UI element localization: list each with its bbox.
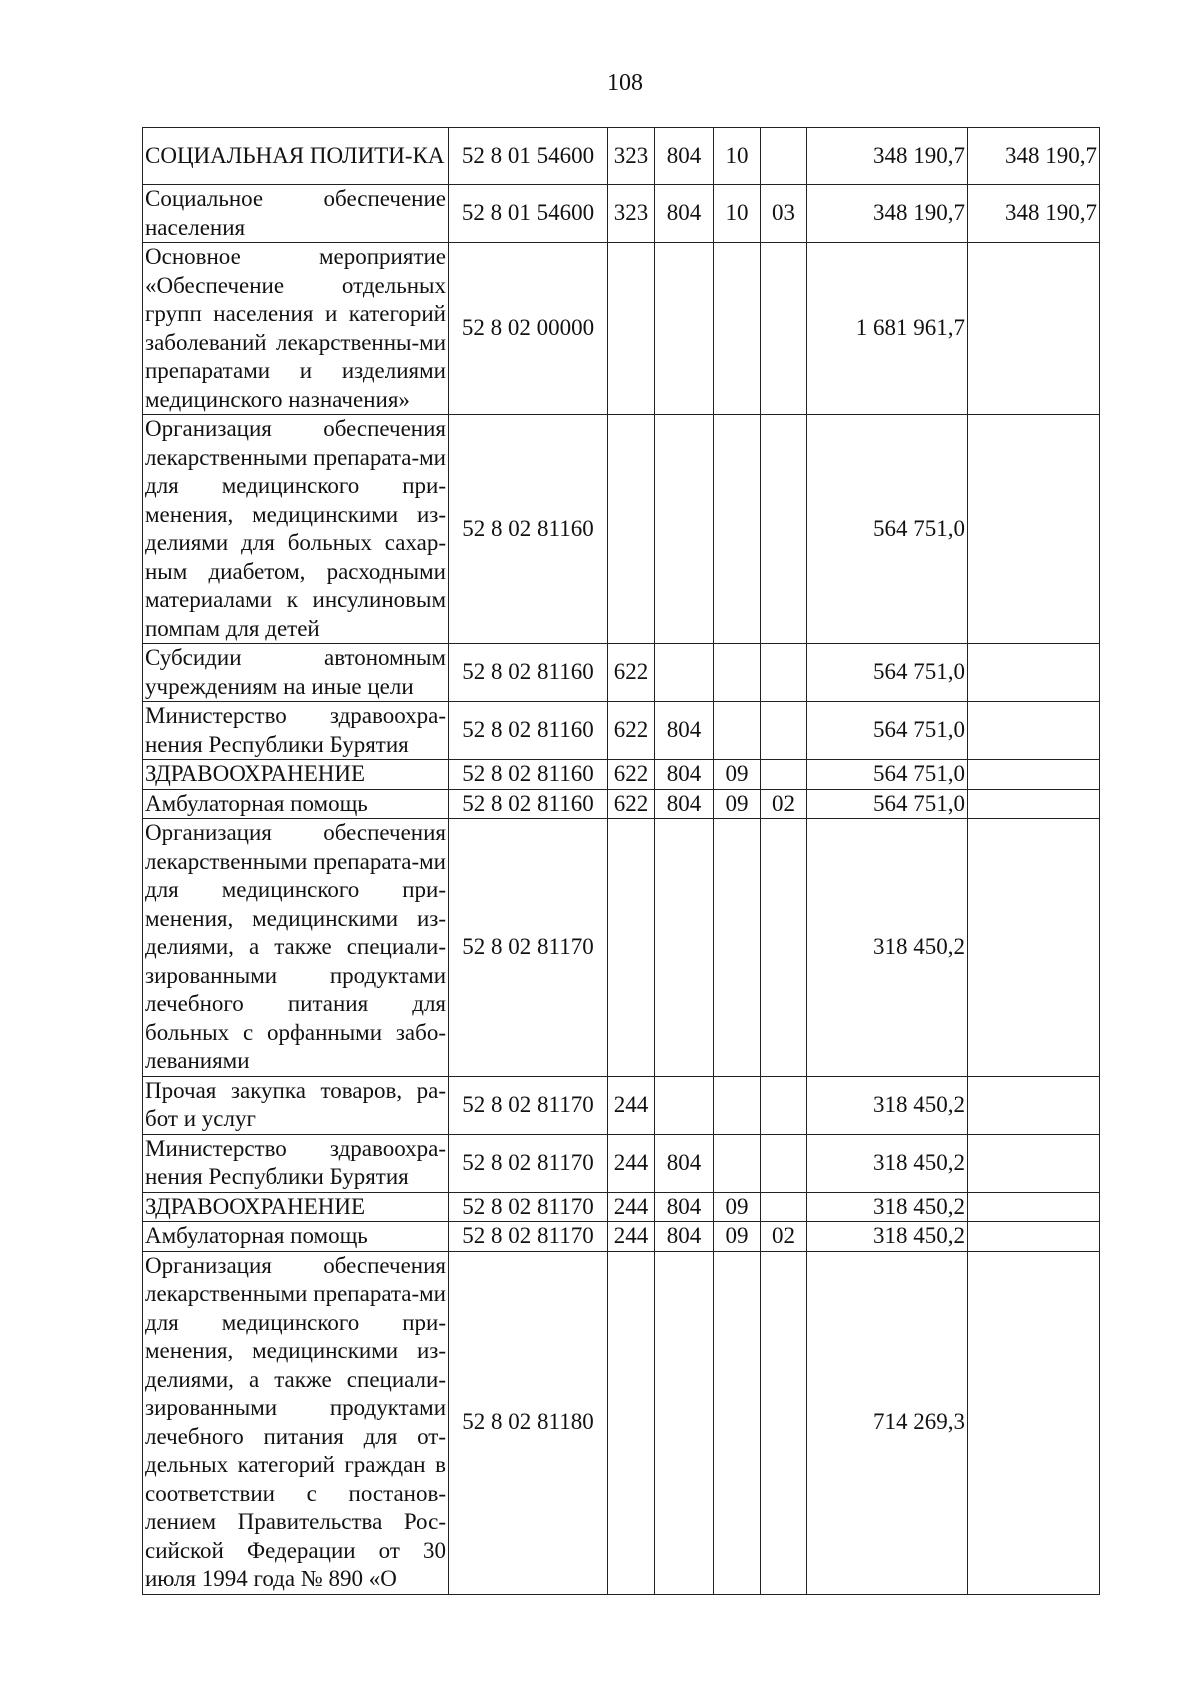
row-name: ЗДРАВООХРАНЕНИЕ [143, 1192, 449, 1222]
row-sum-1: 564 751,0 [807, 644, 968, 702]
row-sum-2: 348 190,7 [968, 185, 1100, 243]
table-row [143, 415, 1100, 644]
row-rz: 10 [714, 128, 761, 185]
row-sum-2 [968, 702, 1100, 760]
row-sum-2 [968, 243, 1100, 415]
table-row [143, 760, 1100, 790]
table-row [143, 1134, 1100, 1192]
row-sum-1: 714 269,3 [807, 1251, 968, 1594]
page-number: 108 [607, 70, 643, 96]
row-sum-2 [968, 1251, 1100, 1594]
row-pr [761, 415, 807, 644]
row-name: Субсидии автономным учреждениям на иные цели [143, 644, 449, 702]
row-grbs: 804 [655, 1134, 714, 1192]
row-code: 52 8 02 81170 [449, 1134, 608, 1192]
row-sum-1: 1 681 961,7 [807, 243, 968, 415]
row-sum-1: 318 450,2 [807, 1192, 968, 1222]
row-grbs: 804 [655, 128, 714, 185]
row-vr: 622 [608, 702, 655, 760]
row-code: 52 8 02 81160 [449, 789, 608, 819]
row-code: 52 8 02 81170 [449, 819, 608, 1077]
row-name: Прочая закупка товаров, ра-бот и услуг [143, 1076, 449, 1134]
row-grbs: 804 [655, 702, 714, 760]
table-row [143, 1076, 1100, 1134]
row-rz: 09 [714, 760, 761, 790]
row-rz: 10 [714, 185, 761, 243]
row-code: 52 8 02 81160 [449, 644, 608, 702]
row-pr [761, 243, 807, 415]
row-vr [608, 243, 655, 415]
table-row [143, 1222, 1100, 1252]
row-vr: 244 [608, 1134, 655, 1192]
row-name: Амбулаторная помощь [143, 1222, 449, 1252]
row-sum-1: 564 751,0 [807, 789, 968, 819]
row-name: Министерство здравоохра-нения Республики Бурятия [143, 1134, 449, 1192]
row-name: Организация обеспечения лекарственными препарата-ми для медицинского при-менения, медицинскими из-делиями для больных сахар-ным диабетом, расходными материалами к инсулиновым помпам для детей [143, 415, 449, 644]
row-pr: 03 [761, 185, 807, 243]
row-pr [761, 819, 807, 1077]
row-pr [761, 1076, 807, 1134]
row-sum-1: 564 751,0 [807, 415, 968, 644]
row-code: 52 8 02 81170 [449, 1192, 608, 1222]
row-rz [714, 415, 761, 644]
row-pr [761, 128, 807, 185]
row-name: СОЦИАЛЬНАЯ ПОЛИТИ-КА [143, 128, 449, 185]
row-sum-2 [968, 1192, 1100, 1222]
row-code: 52 8 02 81160 [449, 702, 608, 760]
row-pr: 02 [761, 1222, 807, 1252]
row-name: Организация обеспечения лекарственными препарата-ми для медицинского при-менения, медицинскими из-делиями, а также специали-зированными продуктами лечебного питания для больных с орфанными забо-леваниями [143, 819, 449, 1077]
row-grbs: 804 [655, 789, 714, 819]
row-vr: 622 [608, 644, 655, 702]
row-pr [761, 1134, 807, 1192]
table-row [143, 702, 1100, 760]
row-sum-2 [968, 1134, 1100, 1192]
row-pr [761, 702, 807, 760]
row-sum-1: 318 450,2 [807, 1134, 968, 1192]
row-name: Министерство здравоохра-нения Республики Бурятия [143, 702, 449, 760]
row-sum-1: 318 450,2 [807, 1076, 968, 1134]
row-sum-2 [968, 1222, 1100, 1252]
row-pr [761, 644, 807, 702]
row-grbs: 804 [655, 760, 714, 790]
row-sum-1: 348 190,7 [807, 185, 968, 243]
row-vr [608, 415, 655, 644]
row-code: 52 8 02 81180 [449, 1251, 608, 1594]
row-sum-1: 564 751,0 [807, 760, 968, 790]
row-rz [714, 243, 761, 415]
row-grbs: 804 [655, 1192, 714, 1222]
row-grbs [655, 644, 714, 702]
row-code: 52 8 01 54600 [449, 128, 608, 185]
row-grbs [655, 415, 714, 644]
row-sum-1: 318 450,2 [807, 1222, 968, 1252]
table-row [143, 789, 1100, 819]
row-vr [608, 1251, 655, 1594]
row-vr: 244 [608, 1192, 655, 1222]
row-sum-2 [968, 789, 1100, 819]
row-pr [761, 760, 807, 790]
row-rz: 09 [714, 789, 761, 819]
table-row [143, 644, 1100, 702]
row-rz [714, 1076, 761, 1134]
row-rz [714, 702, 761, 760]
table-row [143, 1251, 1100, 1594]
row-vr: 622 [608, 789, 655, 819]
row-vr: 323 [608, 128, 655, 185]
row-grbs [655, 243, 714, 415]
row-name: Организация обеспечения лекарственными препарата-ми для медицинского при-менения, медицинскими из-делиями, а также специали-зированными продуктами лечебного питания для от-дельных категорий граждан в соответствии с постанов-лением Правительства Рос-сийской Федерации от 30 июля 1994 года № 890 «О [143, 1251, 449, 1594]
row-grbs: 804 [655, 185, 714, 243]
row-pr [761, 1251, 807, 1594]
row-pr: 02 [761, 789, 807, 819]
row-grbs [655, 1251, 714, 1594]
row-code: 52 8 02 81160 [449, 760, 608, 790]
row-pr [761, 1192, 807, 1222]
row-code: 52 8 02 81170 [449, 1076, 608, 1134]
row-code: 52 8 02 81160 [449, 415, 608, 644]
row-vr: 622 [608, 760, 655, 790]
table-row [143, 185, 1100, 243]
row-vr: 244 [608, 1076, 655, 1134]
row-sum-1: 348 190,7 [807, 128, 968, 185]
row-code: 52 8 01 54600 [449, 185, 608, 243]
row-rz [714, 819, 761, 1077]
row-vr: 323 [608, 185, 655, 243]
row-vr [608, 819, 655, 1077]
row-sum-1: 318 450,2 [807, 819, 968, 1077]
budget-table [142, 127, 1100, 1595]
row-rz: 09 [714, 1192, 761, 1222]
row-sum-2 [968, 1076, 1100, 1134]
row-name: Социальное обеспечение населения [143, 185, 449, 243]
row-vr: 244 [608, 1222, 655, 1252]
row-sum-2 [968, 644, 1100, 702]
row-name: Амбулаторная помощь [143, 789, 449, 819]
row-name: ЗДРАВООХРАНЕНИЕ [143, 760, 449, 790]
row-grbs [655, 1076, 714, 1134]
row-name: Основное мероприятие «Обеспечение отдельных групп населения и категорий заболеваний лекарственны-ми препаратами и изделиями медицинского назначения» [143, 243, 449, 415]
row-grbs: 804 [655, 1222, 714, 1252]
row-rz [714, 1251, 761, 1594]
table-row [143, 819, 1100, 1077]
table-row [143, 128, 1100, 185]
row-code: 52 8 02 81170 [449, 1222, 608, 1252]
row-code: 52 8 02 00000 [449, 243, 608, 415]
row-sum-2 [968, 819, 1100, 1077]
row-sum-1: 564 751,0 [807, 702, 968, 760]
row-grbs [655, 819, 714, 1077]
row-sum-2 [968, 415, 1100, 644]
table-row [143, 243, 1100, 415]
row-sum-2 [968, 760, 1100, 790]
table-row [143, 1192, 1100, 1222]
row-rz [714, 1134, 761, 1192]
row-rz [714, 644, 761, 702]
row-rz: 09 [714, 1222, 761, 1252]
row-sum-2: 348 190,7 [968, 128, 1100, 185]
